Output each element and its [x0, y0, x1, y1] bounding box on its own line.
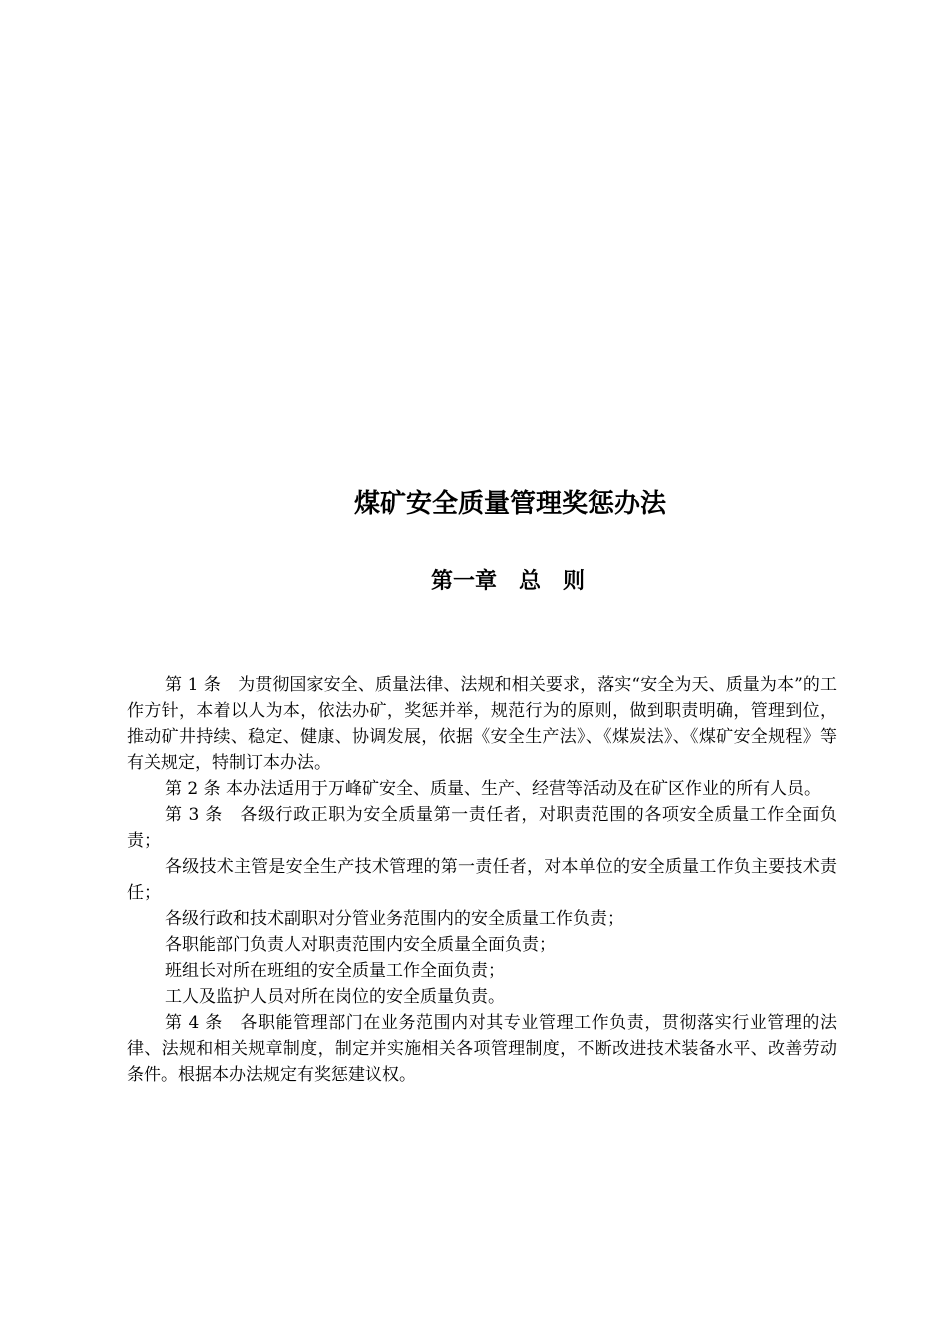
document-title: 煤矿安全质量管理奖惩办法: [353, 489, 666, 519]
article-3-item-technical: 各级技术主管是安全生产技术管理的第一责任者，对本单位的安全质量工作负主要技术责任；: [127, 857, 837, 903]
article-4-paragraph: 第 4 条 各职能管理部门在业务范围内对其专业管理工作负责，贯彻落实行业管理的法律、法规和相关规章制度，制定并实施相关各项管理制度，不断改进技术装备水平、改善劳动条件。根据本办法规定有奖惩建议权。: [127, 1013, 837, 1085]
chapter-heading: 第一章 总 则: [430, 569, 585, 594]
article-2-paragraph: 第 2 条 本办法适用于万峰矿安全、质量、生产、经营等活动及在矿区作业的所有人员。: [165, 779, 822, 799]
article-1-paragraph: 第 1 条 为贯彻国家安全、质量法律、法规和相关要求，落实“安全为天、质量为本”的工作方针，本着以人为本，依法办矿，奖惩并举，规范行为的原则，做到职责明确，管理到位，推动矿井持续、稳定、健康、协调发展，依据《安全生产法》、《煤炭法》、《煤矿安全规程》等有关规定，特制订本办法。: [127, 675, 837, 773]
article-3-paragraph: 第 3 条 各级行政正职为安全质量第一责任者，对职责范围的各项安全质量工作全面负责；: [127, 805, 837, 851]
article-3-item-team-leader: 班组长对所在班组的安全质量工作全面负责；: [165, 961, 505, 981]
article-3-item-deputy: 各级行政和技术副职对分管业务范围内的安全质量工作负责；: [165, 909, 624, 929]
document-body: [127, 672, 837, 1088]
article-3-item-department: 各职能部门负责人对职责范围内安全质量全面负责；: [165, 935, 556, 955]
article-3-item-workers: 工人及监护人员对所在岗位的安全质量负责。: [165, 987, 505, 1007]
